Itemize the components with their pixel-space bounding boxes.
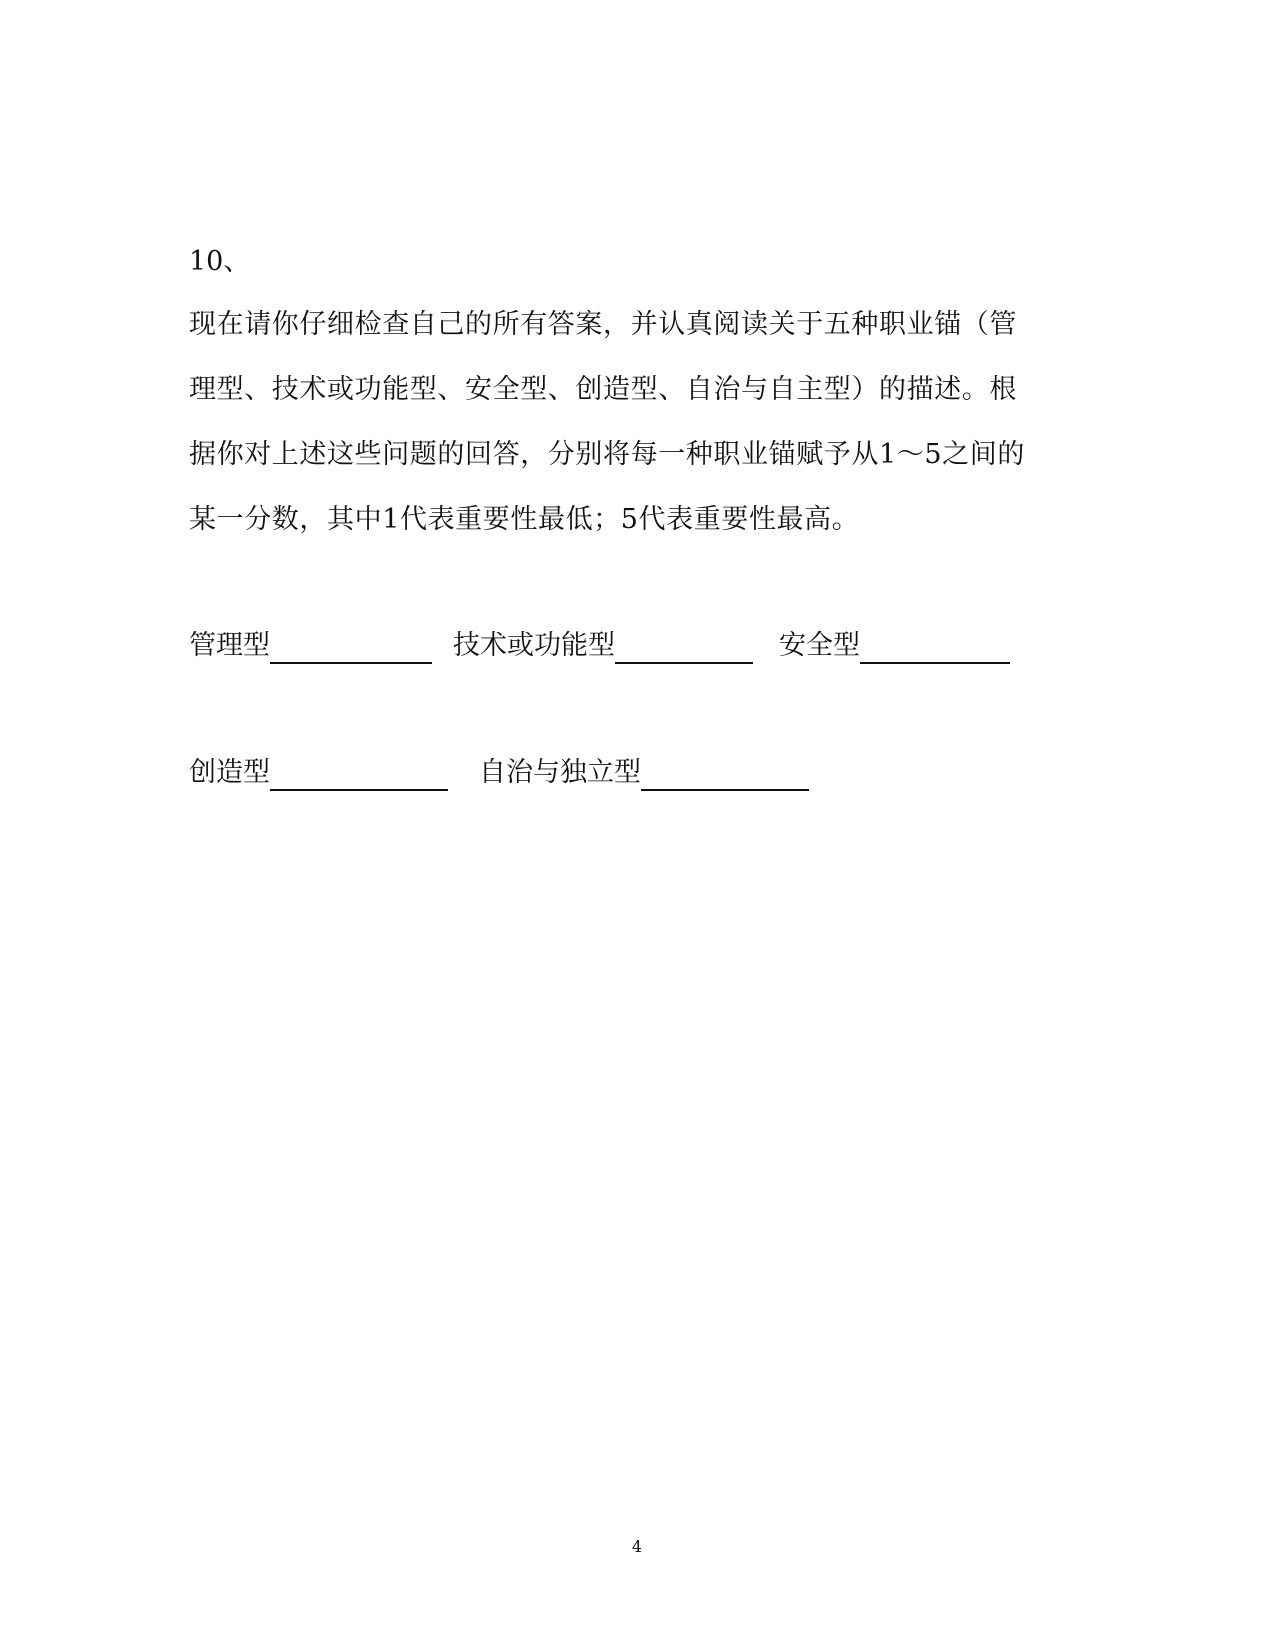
field-label-management: 管理型 <box>189 630 270 661</box>
question-line-3: 据你对上述这些问题的回答，分别将每一种职业锚赋予从1～5之间的 <box>189 439 1025 470</box>
score-field-creative <box>189 755 448 791</box>
question-text <box>189 292 1069 552</box>
field-label-security: 安全型 <box>779 630 860 661</box>
field-label-creative: 创造型 <box>189 757 270 788</box>
score-field-management <box>189 628 432 664</box>
score-field-autonomy <box>479 755 809 791</box>
score-blank-technical[interactable] <box>615 632 753 664</box>
score-blank-autonomy[interactable] <box>641 759 809 791</box>
question-block <box>189 232 1069 552</box>
question-number: 10、 <box>189 246 251 277</box>
question-line-1: 现在请你仔细检查自己的所有答案，并认真阅读关于五种职业锚（管 <box>189 309 1017 340</box>
score-blank-security[interactable] <box>860 632 1010 664</box>
score-field-technical <box>453 628 753 664</box>
score-blank-creative[interactable] <box>270 759 448 791</box>
page-number: 4 <box>631 1537 643 1556</box>
question-line-2: 理型、技术或功能型、安全型、创造型、自治与自主型）的描述。根 <box>189 374 1017 405</box>
score-blank-management[interactable] <box>270 632 432 664</box>
field-label-autonomy: 自治与独立型 <box>479 757 641 788</box>
field-label-technical: 技术或功能型 <box>453 630 615 661</box>
question-line-4: 某一分数，其中1代表重要性最低；5代表重要性最高。 <box>189 504 860 535</box>
score-field-security <box>779 628 1010 664</box>
